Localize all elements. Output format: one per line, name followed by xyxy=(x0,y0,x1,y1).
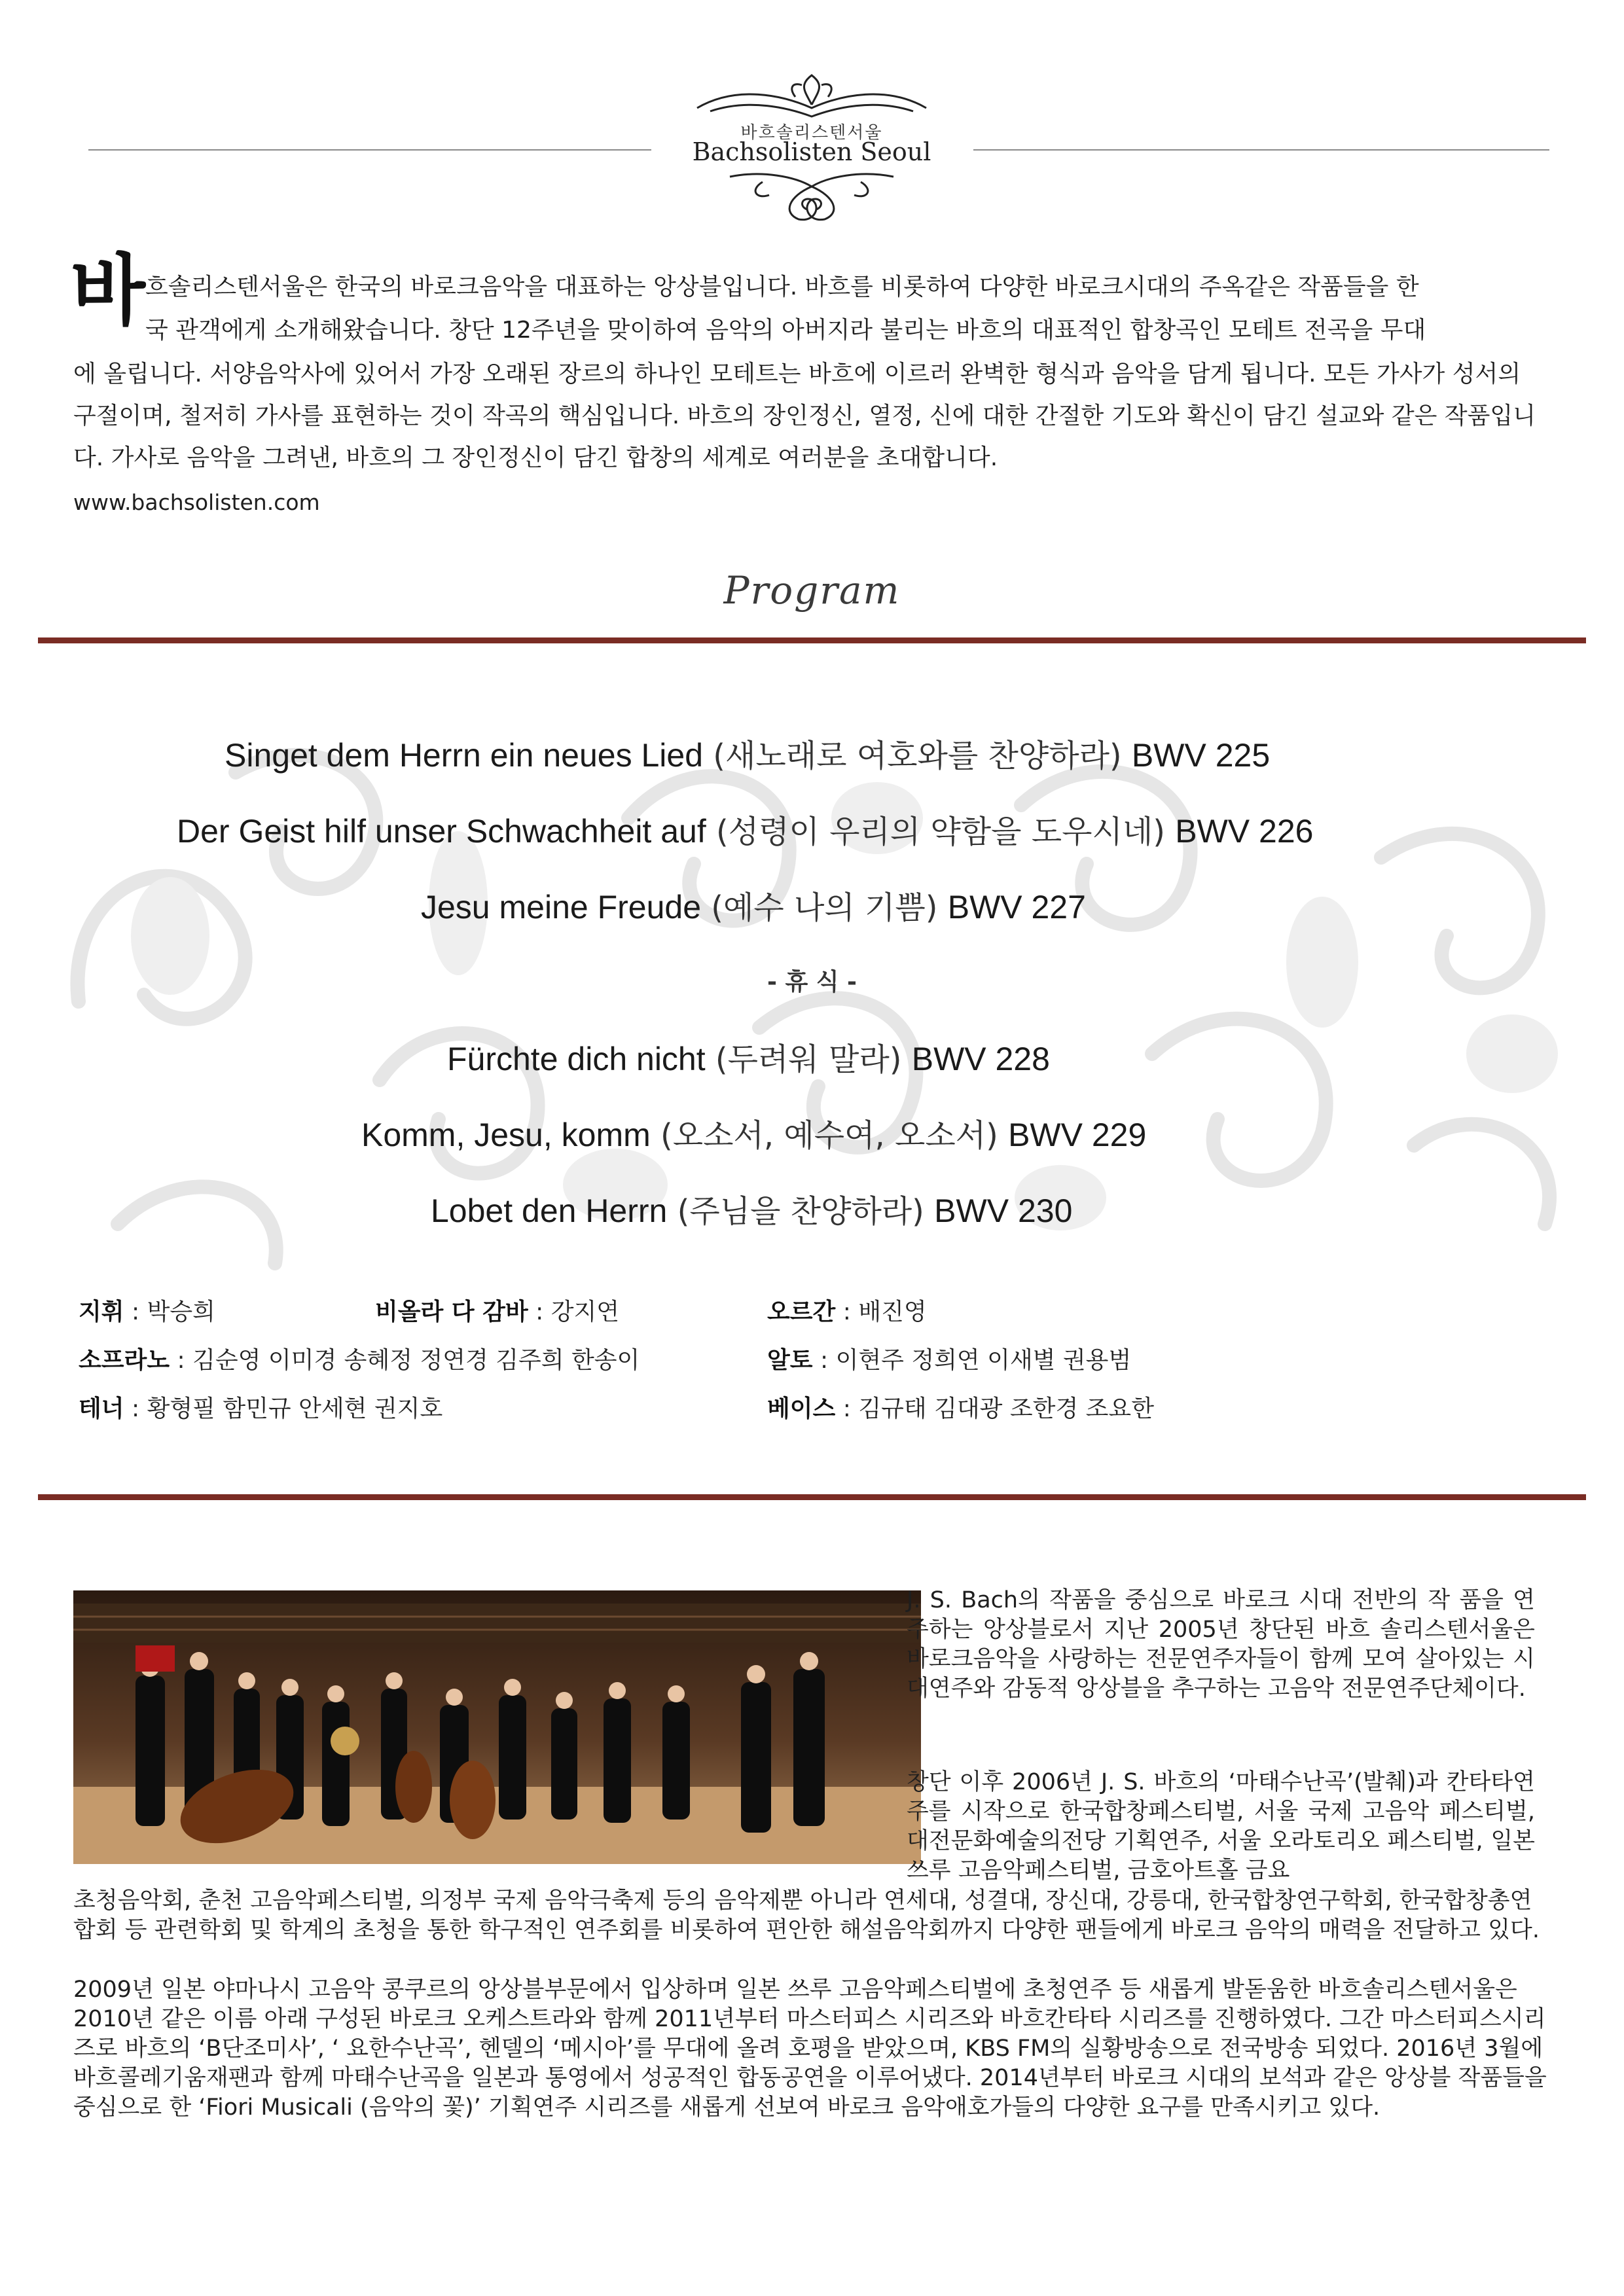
logo-english-name: Bachsolisten Seoul xyxy=(692,137,931,166)
work-korean-title: (예수 나의 기쁨) xyxy=(701,889,948,926)
performer-bass xyxy=(767,1390,1154,1424)
intro-line-1: 흐솔리스텐서울은 한국의 바로크음악을 대표하는 앙상블입니다. 바흐를 비롯하여 다양한 바로크시대의 주옥같은 작품들을 한 xyxy=(145,274,1419,300)
logo xyxy=(684,72,939,229)
work-korean-title: (주님을 찬양하라) xyxy=(667,1193,935,1230)
work-korean-title: (두려워 말라) xyxy=(705,1041,912,1078)
role-names: : 강지연 xyxy=(528,1299,620,1325)
work-title: Jesu meine Freude xyxy=(421,889,702,925)
work-bwv: BWV 228 xyxy=(911,1041,1050,1077)
program-item-bwv230 xyxy=(431,1186,1072,1231)
work-title: Fürchte dich nicht xyxy=(447,1041,706,1077)
work-bwv: BWV 226 xyxy=(1175,813,1314,850)
program-item-bwv226 xyxy=(177,806,1313,852)
work-korean-title: (성령이 우리의 약함을 도우시네) xyxy=(706,814,1176,850)
website-link[interactable]: www.bachsolisten.com xyxy=(73,490,320,515)
role-names: : 황형필 함민규 안세현 권지호 xyxy=(124,1395,443,1422)
role-names: : 박승희 xyxy=(124,1299,215,1325)
program-top-rule xyxy=(38,637,1586,643)
work-bwv: BWV 230 xyxy=(934,1193,1073,1229)
performer-alto xyxy=(767,1342,1131,1375)
performer-organ xyxy=(767,1293,927,1327)
work-title: Der Geist hilf unser Schwachheit auf xyxy=(177,813,706,850)
role-label: 소프라노 xyxy=(79,1347,170,1374)
about-paragraph-2-start: 창단 이후 2006년 J. S. 바흐의 ‘마태수난곡’(발췌)과 칸타타연주를 시작으로 한국합창페스티벌, 서울 국제 고음악 페스티벌, 대전문화예술의전당 기획연주, 서울 오라토리오 페스티벌, 일본 쓰루 고음악페스티벌, 금호아트홀 금요 xyxy=(907,1769,1535,1884)
intro-dropcap: 바 xyxy=(71,245,145,336)
performer-conductor xyxy=(79,1293,215,1327)
program-item-bwv227 xyxy=(421,882,1086,927)
work-title: Lobet den Herrn xyxy=(431,1193,668,1229)
performer-soprano xyxy=(79,1342,640,1375)
ensemble-photo xyxy=(73,1590,921,1864)
work-bwv: BWV 229 xyxy=(1008,1117,1147,1153)
program-item-bwv229 xyxy=(361,1110,1146,1155)
program-bottom-rule xyxy=(38,1494,1586,1500)
performer-viola-da-gamba xyxy=(375,1293,619,1327)
work-korean-title: (오소서, 예수여, 오소서) xyxy=(650,1117,1009,1154)
work-korean-title: (새노래로 여호와를 찬양하라) xyxy=(703,738,1132,774)
work-bwv: BWV 225 xyxy=(1131,737,1271,774)
role-label: 알토 xyxy=(767,1347,813,1374)
role-label: 베이스 xyxy=(767,1395,836,1422)
intro-line-2: 국 관객에게 소개해왔습니다. 창단 12주년을 맞이하여 음악의 아버지라 불리는 바흐의 대표적인 합창곡인 모테트 전곡을 무대 xyxy=(145,317,1426,344)
about-paragraph-2-cont: 초청음악회, 춘천 고음악페스티벌, 의정부 국제 음악극축제 등의 음악제뿐 아니라 연세대, 성결대, 장신대, 강릉대, 한국합창연구학회, 한국합창총연합회 등 관련학회 및 학계의 초청을 통한 학구적인 연주회를 비롯하여 편안한 해설음악회까지 다양한 팬들에게 바로크 음악의 매력을 전달하고 있다. xyxy=(73,1888,1540,1943)
about-paragraph-1: J. S. Bach의 작품을 중심으로 바로크 시대 전반의 작 품을 연주하는 앙상블로서 지난 2005년 창단된 바흐 솔리스텐서울은 바로크음악을 사랑하는 전문연주자들이 함께 모여 살아있는 시대연주와 감동적 앙상블을 추구하는 고음악 전문연주단체이다. xyxy=(907,1587,1535,1702)
about-paragraph-3: 2009년 일본 야마나시 고음악 콩쿠르의 앙상블부문에서 입상하며 일본 쓰루 고음악페스티벌에 초청연주 등 새롭게 발돋움한 바흐솔리스텐서울은 2010년 같은 이름 아래 구성된 바로크 오케스트라와 함께 2011년부터 마스터피스 시리즈와 바흐칸타타 시리즈를 진행하였다. 그간 마스터피스시리즈로 바흐의 ‘B단조미사’, ‘ 요한수난곡’, 헨델의 ‘메시아’를 무대에 올려 호평을 받았으며, KBS FM의 실황방송으로 전국방송 되었다. 2016년 3월에 바흐콜레기움재팬과 함께 마태수난곡을 일본과 통영에서 성공적인 합동공연을 이루어냈다. 2014년부터 바로크 시대의 보석과 같은 앙상블 작품들을 중심으로 한 ‘Fiori Musicali (음악의 꽃)’ 기획연주 시리즈를 새롭게 선보여 바로크 음악애호가들의 다양한 요구를 만족시키고 있다. xyxy=(73,1977,1547,2121)
header-rule-left xyxy=(88,149,651,151)
role-names: : 김규태 김대광 조한경 조요한 xyxy=(835,1395,1154,1422)
header-rule-right xyxy=(973,149,1549,151)
intermission-label: - 휴 식 - xyxy=(767,969,857,996)
work-title: Komm, Jesu, komm xyxy=(361,1117,651,1153)
role-names: : 김순영 이미경 송혜정 정연경 김주희 한송이 xyxy=(170,1347,640,1374)
program-item-bwv228 xyxy=(447,1034,1050,1079)
role-label: 비올라 다 감바 xyxy=(375,1299,528,1325)
role-names: : 배진영 xyxy=(835,1299,927,1325)
role-label: 오르간 xyxy=(767,1299,836,1325)
role-label: 테너 xyxy=(79,1395,124,1422)
work-title: Singet dem Herrn ein neues Lied xyxy=(225,737,704,774)
logo-korean-name: 바흐솔리스텐서울 xyxy=(740,123,883,143)
program-title: Program xyxy=(723,568,901,613)
program-item-bwv225 xyxy=(225,730,1270,776)
role-names: : 이현주 정희연 이새별 권용범 xyxy=(812,1347,1132,1374)
performer-tenor xyxy=(79,1390,442,1424)
role-label: 지휘 xyxy=(79,1299,124,1325)
work-bwv: BWV 227 xyxy=(947,889,1086,925)
intro-paragraph: 에 올립니다. 서양음악사에 있어서 가장 오래된 장르의 하나인 모테트는 바흐에 이르러 완벽한 형식과 음악을 담게 됩니다. 모든 가사가 성서의 구절이며, 철저히 가사를 표현하는 것이 작곡의 핵심입니다. 바흐의 장인정신, 열정, 신에 대한 간절한 기도와 확신이 담긴 설교와 같은 작품입니다. 가사로 음악을 그려낸, 바흐의 그 장인정신이 담긴 합창의 세계로 여러분을 초대합니다. xyxy=(73,361,1536,471)
